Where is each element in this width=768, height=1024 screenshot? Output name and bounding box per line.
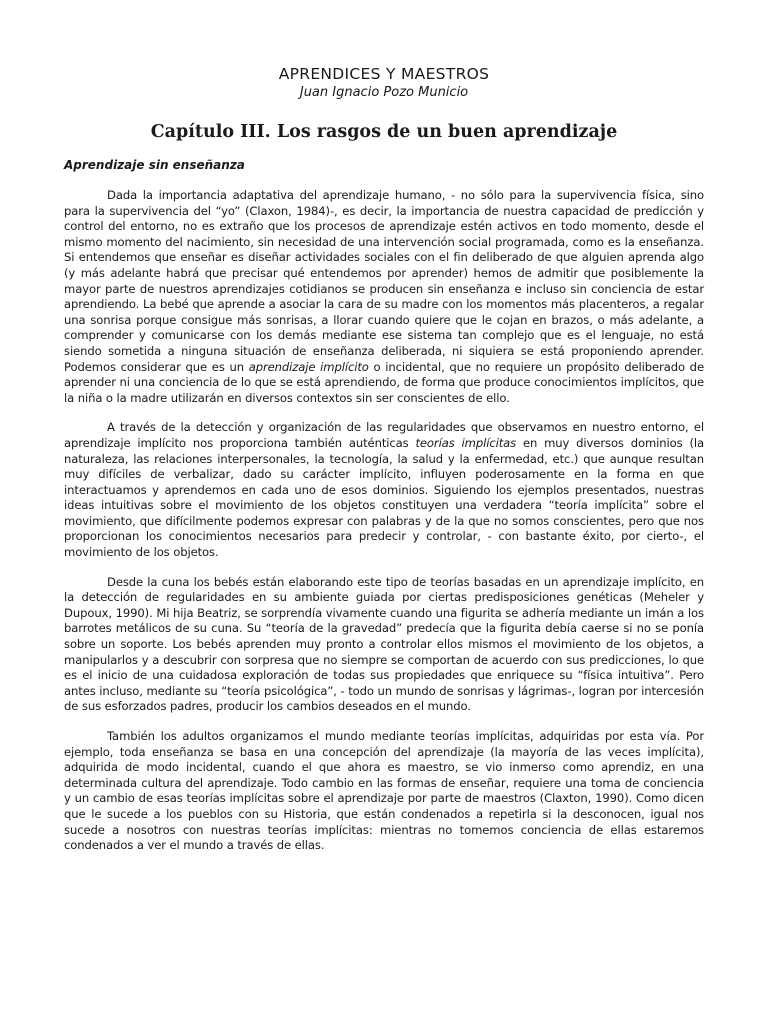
paragraph-3-text: Desde la cuna los bebés están elaborando este tipo de teorías basadas en un aprendizaje implícito, en la detección de regularidades en su ambiente guiada por ciertas predisposiciones genéticas (Meheler y Dupoux, 1990). Mi hija Beatriz, se sorprendía vivamente cuando una figurita se adhería mediante un imán a los barrotes metálicos de su cuna. Su “teoría de la gravedad” predecía que la figurita debía caerse si no se ponía sobre un soporte. Los bebés aprenden muy pronto a controlar ellos mismos el movimiento de los objetos, a manipularlos y a descubrir con sorpresa que no siempre se comportan de acuerdo con sus predicciones, lo que es el inicio de una cuidadosa exploración de todas sus propiedades que enriquece su “física intuitiva”. Pero antes incluso, mediante su “teoría psicológica”, - todo un mundo de sonrisas y lágrimas-, logran por intercesión de sus esforzados padres, producir los cambios deseados en el mundo. (64, 574, 704, 714)
document-title: APRENDICES Y MAESTROS (278, 65, 490, 83)
paragraph-2-text-end: en muy diversos dominios (la naturaleza, las relaciones interpersonales, la tecnología, la salud y la enfermedad, etc.) que aunque resultan muy difíciles de verbalizar, dado su carácter implícito, influyen poderosamente en la forma en que interactuamos y aprendemos en cada uno de esos dominios. Siguiendo los ejemplos presentados, nuestras ideas intuitivas sobre el movimiento de los objetos constituyen una verdadera “teoría implícita” sobre el movimiento, que difícilmente podemos expresar con palabras y de la que no somos conscientes, pero que nos proporcionan los conocimientos necesarios para predecir y controlar, - con bastante éxito, por cierto-, el movimiento de los objetos. (64, 435, 704, 560)
paragraph-2 (64, 420, 704, 560)
paragraph-1-text-end: o incidental, que no requiere un propósito deliberado de aprender ni una conciencia de lo que se está aprendiendo, de forma que produce conocimientos implícitos, que la niña o la madre utilizarán en diversos contextos sin ser conscientes de ello. (64, 359, 704, 405)
paragraph-3 (64, 575, 704, 715)
paragraph-2-text: A través de la detección y organización de las regularidades que observamos en nuestro entorno, el aprendizaje implícito nos proporciona también auténticas (64, 420, 704, 450)
document-page (64, 64, 704, 854)
section-title: Aprendizaje sin enseñanza (64, 158, 245, 172)
paragraph-1-emphasis: aprendizaje implícito (248, 359, 369, 374)
chapter-title: Capítulo III. Los rasgos de un buen aprendizaje (150, 122, 618, 142)
paragraph-2-emphasis: teorías implícitas (415, 435, 517, 450)
paragraph-4-text: También los adultos organizamos el mundo mediante teorías implícitas, adquiridas por esta vía. Por ejemplo, toda enseñanza se basa en una concepción del aprendizaje (la mayoría de las veces implícita), adquirida de modo incidental, cuando el que ahora es maestro, se vio inmerso como aprendiz, en una determinada cultura del aprendizaje. Todo cambio en las formas de enseñar, requiere una toma de conciencia y un cambio de esas teorías implícitas sobre el aprendizaje por parte de maestros (Claxton, 1990). Como dicen que le sucede a los pueblos con su Historia, que están condenados a repetirla si la desconocen, igual nos sucede a nosotros con nuestras teorías implícitas: mientras no tomemos conciencia de ellas estaremos condenados a ver el mundo a través de ellas. (64, 729, 704, 853)
paragraph-4 (64, 729, 704, 854)
paragraph-1 (64, 188, 704, 406)
document-author: Juan Ignacio Pozo Municio (299, 85, 469, 100)
paragraph-1-text: Dada la importancia adaptativa del aprendizaje humano, - no sólo para la supervivencia física, sino para la supervivencia del “yo” (Claxon, 1984)-, es decir, la importancia de nuestra capacidad de predicción y control del entorno, no es extraño que los procesos de aprendizaje estén activos en todo momento, desde el mismo momento del nacimiento, sin necesidad de una intervención social programada, como es la enseñanza. Si entendemos que enseñar es diseñar actividades sociales con el fin deliberado de que alguien aprenda algo (y más adelante habrá que precisar qué entendemos por aprender) hemos de admitir que posiblemente la mayor parte de nuestros aprendizajes cotidianos se producen sin enseñanza e incluso sin conciencia de estar aprendiendo. La bebé que aprende a asociar la cara de su madre con los momentos más placenteros, a regalar una sonrisa porque consigue más sonrisas, a llorar cuando quiere que le cojan en brazos, o más adelante, a comprender y comunicarse con los demás mediante ese sistema tan complejo que es el lenguaje, no está siendo sometida a ninguna situación de enseñanza deliberada, ni siquiera se está proponiendo aprender. Podemos considerar que es un (64, 188, 704, 374)
